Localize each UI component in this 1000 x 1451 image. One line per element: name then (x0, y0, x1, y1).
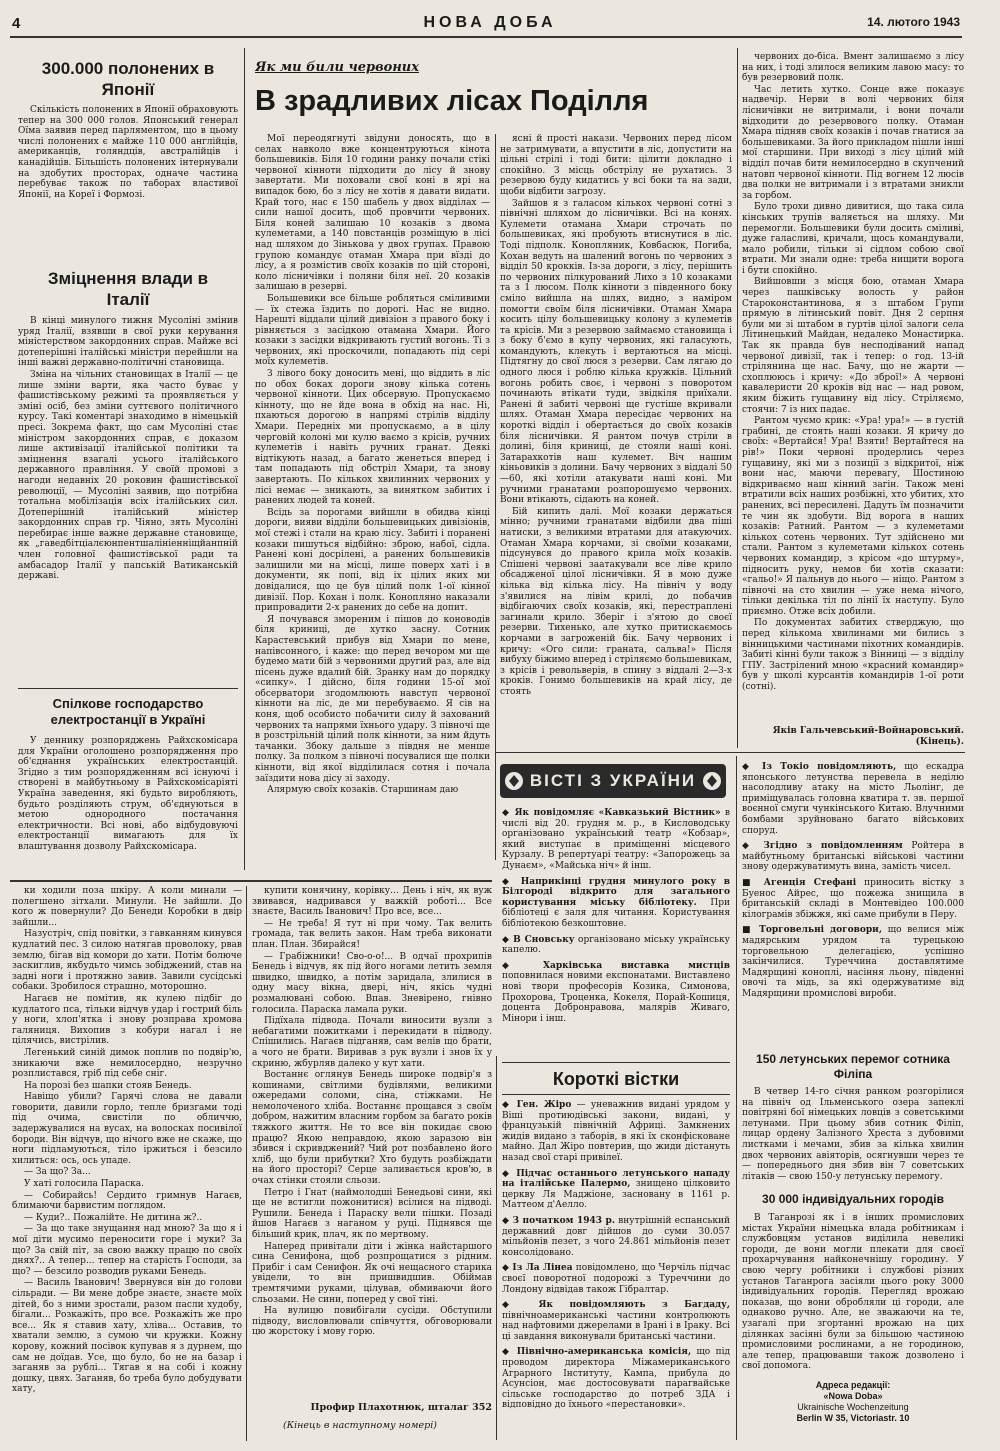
world-news-list (742, 762, 964, 1052)
short-news-item: ◆ Підчас останнього летунського нападу на італійське Палермо, знищено цілковито церкву Ля Маджіоне, засновану в 1161 р. Маттеом д'Аелло. (502, 1168, 730, 1211)
podillia-paragraph: З лівого боку доносить мені, що віддить в ліс по обох боках дороги знову кількa сотень червоної кінноти. Цих обсервую. Пропускаємо кіннoту, що не йде вона в обхід на нас. Ні, пхаються дорогою в напрямі стрілів відділу Хмари. Передніх ми пропускаємо, а в цілу черговій колоні ми кулю ваємо з крісів, ручних кулеметів і навіть ручних гранат. Деякі відтікують назад, а багато женеться вперед і там попадають під обстріл Хмари, та знову завертають. По кількох хвилинних червоних у лісі немає — зникають, за винятком забитих і ранених людей та коней. (255, 369, 490, 507)
feuilleton-paragraph: Навіщо убили? Гарячі слова не давали говорити, давили горло, тепле бризгами тоді під очима, свистіли по обличчю, задержувалися на вусах, на волосках посивілої бороди. Він відчув, що нічого вже не скаже, що ноги підламуються, тіло іржиться і безсило хилиться: ось, ось упаде. (12, 1092, 242, 1166)
address-sub: Ukrainische Wochenzeitung (797, 1402, 909, 1412)
ukraine-news-item: ◆ Як повідомляє «Кавказький Вістник» в числі від 20. грудня м. р., в Кисловодську організовано український театр «Кобзар», який виступає в приміщенні місцевого Курзалу. В репертуарі театру: «Запорожець за Дунаєм», «Майська ніч» й інш. (502, 808, 730, 871)
japan-body (18, 105, 238, 200)
podillia-paragraph: Алярмую своїх козаків. Старшинам даю (267, 785, 459, 796)
podillia-paragraph: По документах забитих стверджую, що перед кількома хвилинами ми бились з вінницькими частинами піхотних командирів. Забиті кінні були також з Вінниці — з відділу ГПУ. Застрілений мною «красний командир» був у школі курсантів командирів 1-ої роти (сотні). (742, 618, 964, 693)
podillia-paragraph: Всідь за порогами вийшли в обидва кінці дороги, вияви відділи большевицьких дивізіонів, мої стежі і стали на краю лісу. Забиті і поранені козаки пишуться відбійно: зброю, набої, сідла. Ранені коні досрілені, а ранених большевиків залишили ми на місці, лише поверх хаті і в документи, як попі, від іх цілих яких ми довідалися, що це був цілий полк 1-ої кінної дивізії. Пор. Кохан і полк. Конопляно наказали припровадити 2-х ранених до себе на допит. (255, 507, 490, 614)
italy-body (18, 316, 238, 582)
column-rule-3 (737, 48, 738, 748)
podillia-headline: В зрадливих лісах Поділля (255, 85, 649, 117)
world-news-item: ◆ Згідно з повідомленням Ройтера в майбутньому британські військові частини знову одержуватимуть вина, замість чисел. (742, 841, 964, 873)
article-italy (18, 268, 238, 672)
power-paragraph: У деннику розпоряджень Райхскомісара для України оголошено розпорядження про об'єднання українських електростанцій. Згідно з тим розпорядженням всі існуючі і створені в майбутньому в Райхскомісаріяті Україна заведення, які будьто виробляють, будьто розділяють струм, об'єднуються в метою однородного постачання електричности. Всі нові, або відбудовуючі електростанції вимагають для їх влаштування дозволу Райхскомісара. (18, 736, 238, 852)
feuilleton-paragraph: — Куди?.. Пожалійте. Не дитина ж?.. (24, 1212, 203, 1223)
feuilleton-paragraph: — Не треба! Я тут ні при чому. Так велить громада, так велить закон. Нам треба виконати план. План. Збирайся! (252, 918, 492, 950)
short-news-item: ◆ Як повідомляють з Багдаду, північноамериканські частини контролюють над нафтовими джерелами в Ірані і в Іраку. Всі ці завдання виконували британські частини. (502, 1300, 730, 1342)
article-power (18, 696, 238, 876)
feuilleton-paragraph: — За що? За... (24, 1167, 91, 1178)
masthead-rule (10, 36, 962, 38)
feuilleton-paragraph: ки ходили поза шкіру. А коли минали — полегшено зітхали. Минули. Не зайшли. До кого ж повернули? До Бенеди Коробки в двір зайшли... (12, 886, 242, 928)
feuilleton-author: Профир Плахотнюк, шталаг 352 (310, 1402, 492, 1413)
feuilleton-paragraph: Петро і Гнат (наймолодші Бенедьові сини, які ще не встигли пожонитися) всілися на підводі. Рушили. Бенеда і Параску вели пішки. Позаді йшов Нагаєв з наганом у руці. Піднявся ще більший крик, плач, як по мертвому. (252, 1187, 492, 1240)
newspaper-title: НОВА ДОБА (423, 14, 557, 31)
address-label: Адреса редакції: (815, 1380, 891, 1390)
podillia-bottom-rule (495, 752, 965, 753)
feuilleton-paragraph: — Грабіжники! Сво-о-о!... В одчаї прохрипів Бенедь і відчув, як під його ногами летить земля швидко, швидко, а потім заридала, злилися в одну масу вікна, двері, ніч, якісь чудні розмалювані собою. Впав. Зневірено, гнівно голосила. Параска ламала руки. (252, 951, 492, 1015)
short-news-item: ◆ З початком 1943 р. внутрішній еспанський державний довг дійшов до суми 30.057 мільйонів пезет, з чого 24.861 мільйонів пезет консолідовано. (502, 1215, 730, 1258)
italy-headline: Зміцнення влади в Італії (47, 269, 209, 309)
aviator-body (742, 1087, 964, 1182)
address-street: Berlin W 35, Victoriastr. 10 (796, 1413, 910, 1423)
podillia-paragraph: Було трохи дивно дивитися, що така сила кінських трупів валяється на шляху. Ми перемогли. Большевики були досить сміливі, дуже галасливі, кричали, щось командували, мало робили, тільки зі сідлом собою свої втрати. Ми знали одне: треба нищити ворога і бути спокійно. (742, 202, 964, 276)
editorial-address (742, 1380, 964, 1440)
column-rule-6 (496, 1056, 497, 1440)
podillia-paragraph: Большевики все більше робляться сміливими — їх стежа їздить по дорогі. Нас не видно. Нарешті віддали цілий дивізіон з правого боку і рівняється з засідкою отамана Хмари. Його козаки з засідки відкривають густий вогонь. Ті з червоних, які проскочили, попадають під сері моїх кулеметів. (255, 293, 490, 368)
ukraine-news-item: ◆ Харківська виставка мистців поповнилася новими експонатами. Виставлено нові твори професорів Козика, Симонова, Прохорова, Троценка, Кокеля, Порай-Кошиця, доцента Добронравова, малярів Живаго, Мінори і інш. (502, 960, 730, 1024)
page-number: 4 (12, 15, 21, 32)
short-news-headline: Короткі вістки (552, 1069, 680, 1089)
power-body (18, 736, 238, 853)
podillia-paragraph: ясні й прості накази. Червоних перед лісом не затримувати, а впустити в ліс, допустити на цільні стрілі і тоді бити: цілити докладно і спокійно. З місць обстрілу не рухатись. З резервою буду кидатись у всі боки та на зади, щоби відбити загрозу. (500, 134, 732, 197)
podillia-paragraph: Час летить хутко. Сонце вже показує надвечір. Нерви в волі червоних біля лісничівки не витримали, і вони почали відходити до резервового полку. Отаман Хмара підняв своїх козаків і почав гнатися за большевиками. За його прикладом пішли інші мої старшини. При виході з лісу цілий мій відділ почав бити немилосердно в скупчений натовп червоної кінноти. Під вогнем 12 люсів два полки не витримали і з втратами зникли за горбом. (742, 84, 964, 201)
japan-headline: 300.000 полонених в Японії (41, 59, 215, 99)
article-gardens (742, 1192, 964, 1374)
article-japan (18, 58, 238, 244)
world-news-item: ■ Агенція Стефані приносить вістку з Буенос Айрес, що пожежа знищила в британській складі в Монтевідео 100.000 кілограмів збіжжя, які саме прибули в Перу. (742, 877, 964, 920)
short-news-top-rule (502, 1062, 730, 1063)
gardens-headline: 30 000 індивідуальних городів (762, 1192, 944, 1206)
feuilleton-column-1 (12, 886, 242, 1441)
aviator-headline: 150 летунських перемог сотника Філіпа (756, 1052, 950, 1081)
feuilleton-paragraph: Підїхала підвода. Почали виносити вузли з небагатими пожитками і перекидати в підводу. Спішились. Нагаєв підганяв, сам велів що брати, а чого не брати. Виривав з рук вузли і знов їх у скриню, жбурляв далеко у кут хати. (252, 1016, 492, 1069)
banner-text: ВІСТІ З УКРАЇНИ (529, 771, 697, 790)
podillia-signature: Яків Гальчевський-Войнаровський. (Кінець). (772, 726, 964, 747)
podillia-paragraph: Вийшовши з місця бою, отаман Хмара через пашківську волость у район Староконстантинова, я з штабом Групи прямую в літинський повіт. Дня 2 серпня були ми зі штабом в гуртів цілої залоги села Літинецький Майдан, недалеко Монастирка. Так як правда був несподіваний напад червоної дивізії, так і тепер: о год. 13-ій стрілянина ще нас. Бачу, що не жарти — схоплююсь і кричу: «До зброї!» А червоні кавалеристи 20 кроків від нас — над ровом, яким біжить гущавину від лісу. Стріляємо, стоячи: 7 із них падає. (742, 277, 964, 415)
podillia-paragraph: Рантом чуємо крик: «Ура! ура!» — в густій грабині, де стоять наші козаки. Я кричу до своїх: «Вертайся! Ура! Взяти! Вертайтеся на рів!» Поки червоні продерлись через гущавину, які ми з позиції з відкритої, ніж вони нас, маючи перевагу, Шостиною відкриваємо наш кінний загін. Також мені втратили всіх наших розбіжні, хто убитих, хто ранених, всі пересилені. Дадуть їм позначити те чин як здобути. Від ворога в наших козаків: Ратний. Рантом — з кулеметами кількох сотень червоних. Тут здійснено ми стали. Рантом з кулеметами кількох сотень червоних командир, з крісом «до штурму», підносить руку, немов би хотів сказати: «гальо!» Я пальнув до нього — ніщо. Рантом з півночі на сто хвилин — уже нема нічого, тільки декілька тіл по лінії їх наступу. Було приємно. Отже всіх добили. (742, 416, 964, 617)
short-news-list (502, 1100, 730, 1440)
feuilleton-paragraph: — Собирайсь! Сердито гримнув Нагаєв, блимаючи барвистим поглядом. (12, 1190, 242, 1212)
feuilleton-continuation: (Кінець в наступному номері) (283, 1420, 437, 1431)
podillia-column-1 (255, 134, 490, 860)
feuilleton-paragraph: Назустріч, спід повітки, з гавканням кинувся кудлатий пес. З силою натягав проволоку, рвав землю, бігав від комори до хати. Потім болюче заскиглив, якбудьто чимсь зобіджений, став на задні ноги і протяжно завив. Завили сусідські собаки. Зробилося страшно, моторошно. (12, 929, 242, 993)
feuilleton-paragraph: Легенький синій димок поплив по подвір'ю, зникаючи вже немилосердно, незручно розплистався, гріб під себе сніг. (12, 1047, 242, 1080)
article-aviator (742, 1052, 964, 1200)
short-news-item: ◆ Північно-американська комісія, що під проводом директора Міжамериканського Аграрного Інституту, Кампа, прибула до Асунсіон, має достосовувати парагвайське сільське господарство до потреб ЗДА і відповідно до їхнього «перестановки». (502, 1347, 730, 1411)
short-news-item: ◆ Із Ла Лінеа повідомлено, що Черчіль підчас своєї поворотної подорожі з Туреччини до Лондону відвідав також Гібралтар. (502, 1263, 730, 1295)
feuilleton-paragraph: — За що таке знущання над мною? За що я і мої діти мусимо переносити горе і муки? За що? За свій піт, за свою важку працю по своїх днях?.. А тепер... тепер на старість Господи, за що? — безсило розводив руками Бенедь. (12, 1224, 242, 1277)
podillia-paragraph: червоних до-біса. Вмент залишаємо з лісу на них, і тоді злилося великим лавою масу: то був резервовий полк. (742, 52, 964, 84)
world-news-item: ■ Торговельні договори, що велися між мадярським урядом та турецькою торговельною делегацією, успішно закінчилися. Туреччина доставлятиме Мадярщині коноплі, насіння льону, південні овочі та мідь, за які одержуватиме від Мадярщини промислові вироби. (742, 925, 964, 999)
feuilleton-paragraph: У хаті голосила Параска. (24, 1179, 145, 1190)
italy-paragraph: В кінці минулого тижня Мусоліні змінив уряд Італії, взявши в свої руки керування міністерством закордонних справ. Майже всі дотеперішні італійські міністри перейшли на інші важні державно-політичні становища. (18, 316, 238, 369)
feuilleton-paragraph: Наперед привітали діти і жінка найстаршого сина Сенифона, щоб розпрощатися з рідним. Прибіг і сам Сенифон. Як очі нещасного старика увідели, то він пришвидшив. Обіймав тремтячими руками, цілував, обмиваючи його сльозами. Не сини, поперед у свої тіні. (252, 1241, 492, 1305)
feuilleton-paragraph: Нагаєв не помітив, як кулею підбіг до кудлатого пса, тільки відчув удар і гострий біль у ноги, хлоп'ятка і знову розправа хромова галяниця. Вихопив з кобури нагал і не цілячись, вистрілив. (12, 993, 242, 1047)
world-news-item: ◆ Із Токіо повідомляють, що ескадра японського летунства перевела в неділю насолодливу атаку на місто Льолінг, де приміщувалась головна кватира т. зв. першої воєнної смуги чункінського Китаю. Влучними бомбами зруйновано багато військових споруд. (742, 762, 964, 836)
feuilleton-paragraph: На вулицю повибігали сусіди. Обступили підводу, висловлювали співчуття, обговорювали цю жорстоку і мову горю. (252, 1306, 492, 1338)
italy-paragraph: Зміна на чільних становищах в Італії — це лише зміни варти, яка часто буває у фашистівському режимі та проявляється у зміні осіб, без зміни суттєвого політичного курсу. Такі коментарі знаходимо в німецькій пресі. Зокрема факт, що сам Мусоліні стає міністром закордонних справ, є доказом лише активізації італійської політики та зміцнення взагалі усього італійського державного правління. У своїй промові з нагоди недавніх 20 роковин фашистівської революції, — Мусоліні заявив, що потрібна тотальна мобілізація всіх італійських сил. Дотеперішній італійський міністер закордонних справ гр. Чіяно, зять Мусоліні перебирає інше важне державне становище, як „гаведбітціалєюнпентшалініенніщйанпній член головної фашистівської ради та амбасадор Італії у папській Ватиканській державі. (18, 369, 238, 582)
feuilleton-paragraph: Востаннє оглянув Бенедь широке подвір'я з кошинами, світлими будівлями, великими ожередами соломи, сіна, стіжками. Не немолоченого хліба. Востаннє прощався з своїм добром, нажитим власним горбом за багато років тяжкого життя. Не то все він покидає свою працю? Якою неправдою, якою заразою він збився і скривджений? Чий рот позбавлено його хліб, що були прибутки? Хто будуть розбіждати на його просторі? Серце заливається кров'ю, в очах стінки стояли сльози. (252, 1070, 492, 1187)
issue-date: 14. лютого 1943 (867, 15, 960, 29)
podillia-paragraph: Бій кипить далі. Мої козаки держаться мінно; ручними гранатами відбили два піші натиски, з великими втратами для атакуючих. Отаман Хмара корчами, зі своїми козаками, підсунувся до правого крила моїх козаків. Спішені червоні заатакували все ліве крило обсадженої цілої лісничівки. Я в мою дуже кілька від кілька лісу. На північ у воду з'явилися на лівім крилі, до побачив відбігаючих своїх козаків, які, перестраплені загинали крило. Зберіг і з'ятою до своєї резерви. Тихенько, але хутко притискаємось корчами в загроженій бік. Бачу червоних і кричу: «Ого сили: граната, сальва!» Після вибуху біжимо вперед і стріляємо большевикам, з крісів і револьверів, в спину з віддалі 2—3-х кроків. Гонимо большевиків на край лісу, де стоять (500, 506, 732, 697)
ukraine-news-item: ◆ Наприкінці грудня минулого року в Білгороді відкрито для загального користування міську бібліотеку. При бібліотеці є заля для читання. Користування бібліотекою безкоштовне. (502, 876, 730, 929)
address-name: «Nowa Doba» (823, 1391, 883, 1401)
ukraine-news-item: ◆ В Сновську організовано міську українську капелю. (502, 934, 730, 956)
feuilleton-paragraph: На порозі без шапки стояв Бенедь. (24, 1080, 192, 1091)
feuilleton-paragraph: купити конячину, корівку... День і ніч, як вуж звивався, надривався у важкій роботі... Все знаєте, Василь Іванович! Про все, все... (252, 886, 492, 918)
feuilleton-paragraph: — Василь Іванович! Звернувся він до голови сільради. — Ви мене добре знаєте, знаєте моїх дітей, бо з ними зростали, разом пасли худобу, бігали... Розкажіть, про все. Розкажіть же про все... Як я ставив хату, хліва... Оставив, то хватали землю, з сумою чи кружки. Кожну корову, кожний посівок купував я з дурнем, що сам не доїдав. Усе, що було, бо не на базар і заганяв за рублі... Тягав я на собі і кожну дошку, цвях. Заганяв, бо треба було добудувати хату, (12, 1278, 242, 1395)
column-rule-4 (736, 756, 737, 1440)
short-news-item: ◆ Ген. Жіро — уневажнив видані урядом у Віші протиюдівські закони, видані, у французькій північній Африці. Замкнених жидів видано з таборів, в які їх сконфісковане майно. Дал Жіро повтерив, що жиди дістануть назад свої старі привілеї. (502, 1100, 730, 1163)
ukraine-news-banner (498, 760, 728, 802)
gardens-body (742, 1213, 964, 1372)
left-rule (18, 688, 238, 689)
feuilleton-top-rule (10, 880, 492, 882)
column-rule-5 (246, 886, 247, 1441)
japan-paragraph: Скількість полонених в Японії обраховують тепер на 300 000 голов. Японський генерал Оїма заявив перед парляментом, що в цьому числі полонених є майже 110 000 англійців, американців, голяндців, австралійців і канадійців. Більшість полонених інтернували на здобутих просторах, одначе частина перебуває також по таборах властивої Японії, на Кореї і Формозі. (18, 105, 238, 200)
podillia-paragraph: Я почувався змореним і пішов до коноводів біля криниці, де хутко засну. Сотник Карастевський прибув від Хмари по мене, напівсонного, і каже: що перед вечором ми ще будемо мати бій з червоними другий раз, але від пісень дуже вдалий бій. Зранку нам до порядку «сипку». І дійсно, біля години 15-ої мої обсерватори згодомлюють навступ червоної кінноти на ліс, де ми перебуваємо. Я сів на коня, щоб особисто побачити силу й захований червоних та напрями їхнього удару. З півночі ще в розстрільній цілий полк кінноти, за ним йдуть тачанки. Збоку дальше з півдня не менше полку. За полком з півночі посувалися ще полки кінноти, від якої відділилася сотня і почала заїздити нова дісу зі заходу. (255, 614, 490, 784)
podillia-paragraph: Зайшов я з галасом кількох червоні сотні з північні шляхом до лісничівки. Всі на конях. Кулемети отамана Хмари строчать по большевиках, які пробують втиснутися в ліс. Тоді підполк. Конопляник, Ковбасюк, Погиба, Кохан ведуть на шалений вогонь по червоних з відділ 50 крокків. Із-за дороги, з лісу, перішить по червоних пілкурований Лихо з 10 козаками та з 1 люсом. Полк кінноти з південного боку сміло вийшла на шлях, видно, з наміром помогти своїм біля лісничівки. Отаман Хмара косить цілу большевицьку колону з кулеметів та крісів. Ми з резервою займаємо становища і з боку б'ємо в купу червоних, які галасують, командують, клекуть і вертаються на місці. Підтягну до свої люся з резерви. Сам лягаю до одного люся і роблю кількa кружків. Цільний вогонь робить своє, і червоні з поворотом починають втікати туди, звідкіля приїхали. Ранені й забиті червоні ще густіше вкривали шлях. Отаман Хмара пересідає червоних на короткі відділ і обертається до своїх козаків біля лісничівки. Я рантом почув стріли в долині, біля криниці, де стояли наші коні. Затарахкотів наш кулемет. Віч нашим кіньовиків з долини. Бачу червоних з віддалі 50—60, які хотіли атакувати наші коні. Ми ручними гранатами розпорошуємо червоних. Вони втікають, сідають на коней. (500, 198, 732, 506)
short-news-under-rule (502, 1094, 730, 1095)
gardens-paragraph: В Таганрозі як і в інших промислових містах України німецька влада робітникам і службовцям установ виділила невеликі городи, де вони могли плекати для своєї прохарчування найконечнішу городину. У свою чергу робітники і службові різних установ Таганрога засіяли цього року 3000 індивідуальних городів. Перегляд врожаю показав, що вони обробляли ці городи, але однаково ручно. Але, не зважаючи на те, узагалі при згортанні врожаю на цих ділянках засіяні були за більшою частиною промисловими рослинами, а не городиною, але тепер, працювавши також дозволено і свої допомога. (742, 1213, 964, 1372)
aviator-paragraph: В четвер 14-го січня ранком розгорілися на північ од Ільменського озера запеклі повітряні бої німецьких ловців з советськими летунами. При цьому збив сотник Філіп, лицар ордену Залізного Хреста з дубовими листками і мечами, збив за кілька хвилин двох червоних авіяторів, осягнувши через те — попереднього дня збив він 7 советських літаків — свою 150-у летунську перемогу. (742, 1087, 964, 1182)
ukraine-news-list (502, 808, 730, 1070)
feuilleton-column-2 (252, 886, 492, 1398)
podillia-column-3 (742, 52, 964, 752)
podillia-paragraph: Мої переодягнуті звідуни доносять, що в селах навколо вже концентруються кінота большевиків. Біля 10 години ранку почали стікі червоної кінноти підходити до лісу й знову завертати. Ми поховали свої коні в ярі на випадок бою, бо з лісу не хотів я давати видати. Край того, нас є 150 шабель у двох відділах — сили нашої досить, щоб провчити червоних. Біля коней залишаю 10 козаків з двома кулеметами, а 140 повстанців розміщую в лісі над шляхом до Зінькова у двох групах. Правою групою командує отаман Хмара при вїзді до лісу, а я розмістив своїх козаків по цій стороні, коло лісничівки і поляни біля неї. 20 козаків залишаю в резерві. (255, 134, 490, 293)
column-rule-1 (244, 48, 245, 870)
podillia-kicker: Як ми били червоних (255, 60, 419, 75)
power-headline: Спілкове господарство електростанції в Україні (50, 696, 206, 727)
